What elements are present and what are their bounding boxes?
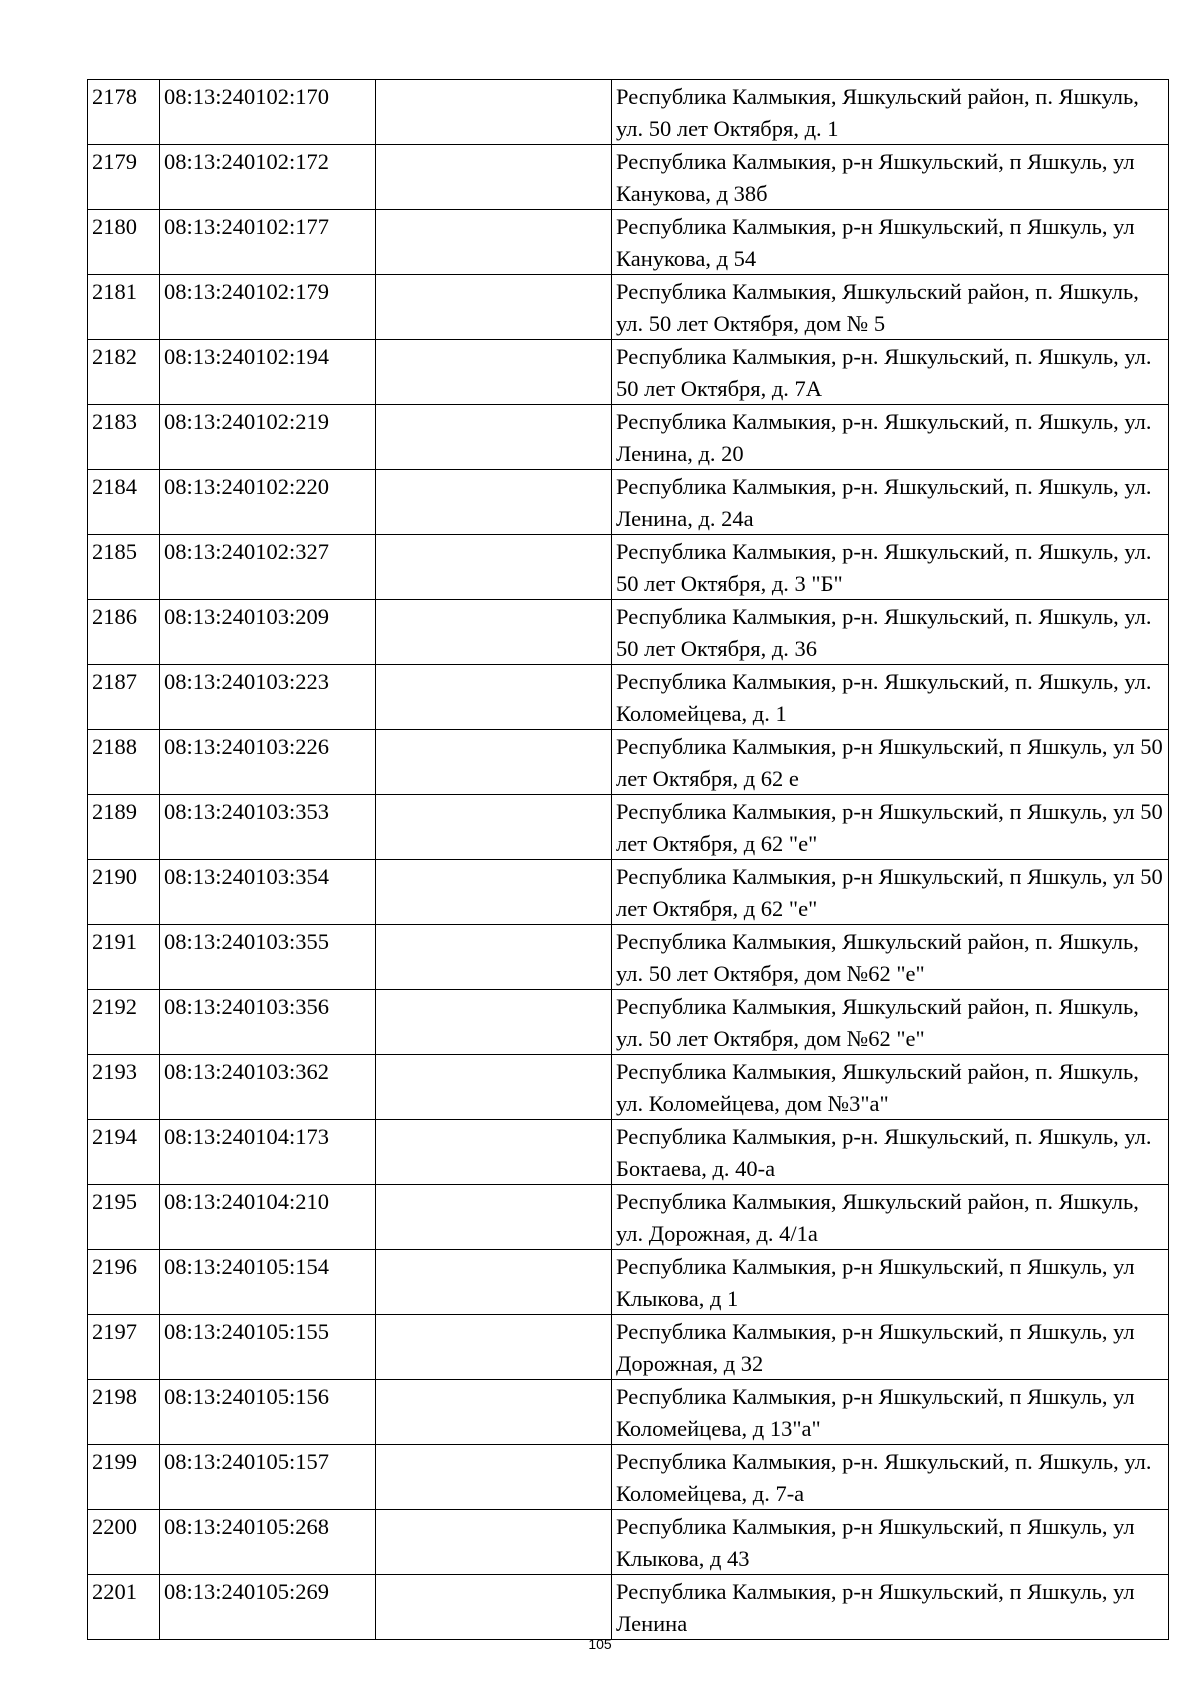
row-number-cell: 2194 — [88, 1120, 160, 1185]
cadastral-number-cell: 08:13:240105:157 — [160, 1445, 376, 1510]
row-number-cell: 2181 — [88, 275, 160, 340]
row-number-cell: 2184 — [88, 470, 160, 535]
cadastral-number-cell: 08:13:240105:268 — [160, 1510, 376, 1575]
empty-cell — [376, 405, 612, 470]
table-row — [88, 1250, 1169, 1315]
cadastral-number-cell: 08:13:240102:172 — [160, 145, 376, 210]
registry-table-body — [88, 80, 1169, 1640]
table-row — [88, 600, 1169, 665]
row-number-cell: 2182 — [88, 340, 160, 405]
table-row — [88, 340, 1169, 405]
address-cell: Республика Калмыкия, Яшкульский район, п. Яшкуль, ул. 50 лет Октября, д. 1 — [612, 80, 1169, 145]
empty-cell — [376, 925, 612, 990]
address-cell: Республика Калмыкия, Яшкульский район, п. Яшкуль, ул. 50 лет Октября, дом № 5 — [612, 275, 1169, 340]
address-cell: Республика Калмыкия, р-н Яшкульский, п Яшкуль, ул Ленина — [612, 1575, 1169, 1640]
cadastral-number-cell: 08:13:240103:362 — [160, 1055, 376, 1120]
table-row — [88, 1185, 1169, 1250]
address-cell: Республика Калмыкия, р-н. Яшкульский, п. Яшкуль, ул. Коломейцева, д. 1 — [612, 665, 1169, 730]
empty-cell — [376, 145, 612, 210]
row-number-cell: 2186 — [88, 600, 160, 665]
address-cell: Республика Калмыкия, Яшкульский район, п. Яшкуль, ул. 50 лет Октября, дом №62 "е" — [612, 925, 1169, 990]
row-number-cell: 2193 — [88, 1055, 160, 1120]
row-number-cell: 2185 — [88, 535, 160, 600]
address-cell: Республика Калмыкия, р-н Яшкульский, п Яшкуль, ул Клыкова, д 1 — [612, 1250, 1169, 1315]
address-cell: Республика Калмыкия, р-н. Яшкульский, п. Яшкуль, ул. Боктаева, д. 40-а — [612, 1120, 1169, 1185]
cadastral-number-cell: 08:13:240103:355 — [160, 925, 376, 990]
cadastral-number-cell: 08:13:240102:327 — [160, 535, 376, 600]
cadastral-number-cell: 08:13:240102:194 — [160, 340, 376, 405]
empty-cell — [376, 860, 612, 925]
cadastral-number-cell: 08:13:240105:155 — [160, 1315, 376, 1380]
row-number-cell: 2197 — [88, 1315, 160, 1380]
address-cell: Республика Калмыкия, р-н. Яшкульский, п. Яшкуль, ул. 50 лет Октября, д. 3 "Б" — [612, 535, 1169, 600]
cadastral-number-cell: 08:13:240103:353 — [160, 795, 376, 860]
address-cell: Республика Калмыкия, р-н Яшкульский, п Яшкуль, ул Дорожная, д 32 — [612, 1315, 1169, 1380]
address-cell: Республика Калмыкия, р-н. Яшкульский, п. Яшкуль, ул. Ленина, д. 24а — [612, 470, 1169, 535]
cadastral-number-cell: 08:13:240103:356 — [160, 990, 376, 1055]
address-cell: Республика Калмыкия, р-н Яшкульский, п Яшкуль, ул 50 лет Октября, д 62 е — [612, 730, 1169, 795]
table-row — [88, 925, 1169, 990]
table-row — [88, 535, 1169, 600]
table-row — [88, 80, 1169, 145]
table-row — [88, 990, 1169, 1055]
cadastral-number-cell: 08:13:240102:179 — [160, 275, 376, 340]
cadastral-number-cell: 08:13:240104:173 — [160, 1120, 376, 1185]
row-number-cell: 2199 — [88, 1445, 160, 1510]
address-cell: Республика Калмыкия, р-н. Яшкульский, п. Яшкуль, ул. Ленина, д. 20 — [612, 405, 1169, 470]
empty-cell — [376, 1315, 612, 1380]
cadastral-number-cell: 08:13:240104:210 — [160, 1185, 376, 1250]
cadastral-number-cell: 08:13:240102:170 — [160, 80, 376, 145]
empty-cell — [376, 210, 612, 275]
empty-cell — [376, 730, 612, 795]
table-row — [88, 665, 1169, 730]
empty-cell — [376, 795, 612, 860]
row-number-cell: 2179 — [88, 145, 160, 210]
empty-cell — [376, 535, 612, 600]
row-number-cell: 2200 — [88, 1510, 160, 1575]
address-cell: Республика Калмыкия, р-н. Яшкульский, п. Яшкуль, ул. Коломейцева, д. 7-а — [612, 1445, 1169, 1510]
address-cell: Республика Калмыкия, р-н Яшкульский, п Яшкуль, ул 50 лет Октября, д 62 "е" — [612, 795, 1169, 860]
empty-cell — [376, 1250, 612, 1315]
cadastral-number-cell: 08:13:240105:154 — [160, 1250, 376, 1315]
table-row — [88, 1510, 1169, 1575]
address-cell: Республика Калмыкия, р-н Яшкульский, п Яшкуль, ул Канукова, д 54 — [612, 210, 1169, 275]
empty-cell — [376, 275, 612, 340]
empty-cell — [376, 470, 612, 535]
row-number-cell: 2183 — [88, 405, 160, 470]
table-row — [88, 730, 1169, 795]
table-row — [88, 275, 1169, 340]
address-cell: Республика Калмыкия, р-н Яшкульский, п Яшкуль, ул 50 лет Октября, д 62 "е" — [612, 860, 1169, 925]
row-number-cell: 2201 — [88, 1575, 160, 1640]
table-row — [88, 795, 1169, 860]
table-row — [88, 860, 1169, 925]
address-cell: Республика Калмыкия, р-н Яшкульский, п Яшкуль, ул Клыкова, д 43 — [612, 1510, 1169, 1575]
address-cell: Республика Калмыкия, р-н Яшкульский, п Яшкуль, ул Канукова, д 38б — [612, 145, 1169, 210]
row-number-cell: 2189 — [88, 795, 160, 860]
row-number-cell: 2191 — [88, 925, 160, 990]
table-row — [88, 1120, 1169, 1185]
address-cell: Республика Калмыкия, р-н. Яшкульский, п. Яшкуль, ул. 50 лет Октября, д. 36 — [612, 600, 1169, 665]
empty-cell — [376, 80, 612, 145]
address-cell: Республика Калмыкия, Яшкульский район, п. Яшкуль, ул. Дорожная, д. 4/1а — [612, 1185, 1169, 1250]
cadastral-number-cell: 08:13:240105:156 — [160, 1380, 376, 1445]
empty-cell — [376, 1185, 612, 1250]
address-cell: Республика Калмыкия, Яшкульский район, п. Яшкуль, ул. 50 лет Октября, дом №62 "е" — [612, 990, 1169, 1055]
property-registry-table — [87, 79, 1169, 1640]
address-cell: Республика Калмыкия, р-н Яшкульский, п Яшкуль, ул Коломейцева, д 13"а" — [612, 1380, 1169, 1445]
cadastral-number-cell: 08:13:240103:209 — [160, 600, 376, 665]
cadastral-number-cell: 08:13:240102:219 — [160, 405, 376, 470]
table-row — [88, 210, 1169, 275]
table-row — [88, 1055, 1169, 1120]
table-row — [88, 1380, 1169, 1445]
row-number-cell: 2188 — [88, 730, 160, 795]
cadastral-number-cell: 08:13:240105:269 — [160, 1575, 376, 1640]
empty-cell — [376, 1510, 612, 1575]
row-number-cell: 2178 — [88, 80, 160, 145]
cadastral-number-cell: 08:13:240103:354 — [160, 860, 376, 925]
empty-cell — [376, 1120, 612, 1185]
empty-cell — [376, 600, 612, 665]
row-number-cell: 2190 — [88, 860, 160, 925]
cadastral-number-cell: 08:13:240103:223 — [160, 665, 376, 730]
empty-cell — [376, 990, 612, 1055]
table-row — [88, 1575, 1169, 1640]
table-row — [88, 1315, 1169, 1380]
empty-cell — [376, 1380, 612, 1445]
table-row — [88, 1445, 1169, 1510]
row-number-cell: 2195 — [88, 1185, 160, 1250]
empty-cell — [376, 1055, 612, 1120]
table-row — [88, 145, 1169, 210]
row-number-cell: 2187 — [88, 665, 160, 730]
address-cell: Республика Калмыкия, Яшкульский район, п. Яшкуль, ул. Коломейцева, дом №3"а" — [612, 1055, 1169, 1120]
page-number: 105 — [588, 1636, 612, 1652]
row-number-cell: 2192 — [88, 990, 160, 1055]
row-number-cell: 2180 — [88, 210, 160, 275]
row-number-cell: 2196 — [88, 1250, 160, 1315]
empty-cell — [376, 665, 612, 730]
empty-cell — [376, 340, 612, 405]
table-row — [88, 470, 1169, 535]
address-cell: Республика Калмыкия, р-н. Яшкульский, п. Яшкуль, ул. 50 лет Октября, д. 7А — [612, 340, 1169, 405]
cadastral-number-cell: 08:13:240102:220 — [160, 470, 376, 535]
empty-cell — [376, 1445, 612, 1510]
table-row — [88, 405, 1169, 470]
cadastral-number-cell: 08:13:240103:226 — [160, 730, 376, 795]
row-number-cell: 2198 — [88, 1380, 160, 1445]
empty-cell — [376, 1575, 612, 1640]
cadastral-number-cell: 08:13:240102:177 — [160, 210, 376, 275]
